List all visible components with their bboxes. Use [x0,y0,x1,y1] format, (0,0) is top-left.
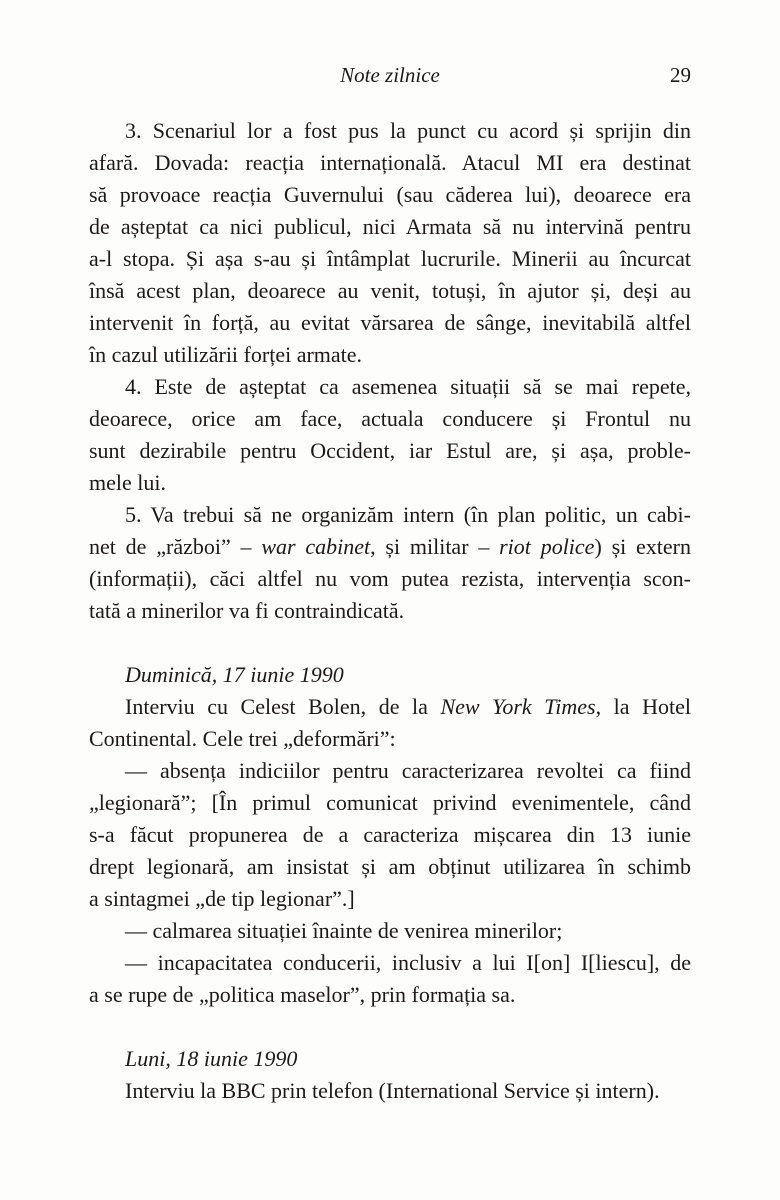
text-segment: mele lui. [89,470,166,495]
page-body [89,115,691,1107]
text-line [89,147,691,179]
text-line [89,435,691,467]
text-line [89,819,691,851]
text-segment: , la Hotel [595,694,691,719]
paragraph [89,947,691,1011]
date-heading [89,1043,691,1075]
text-line [89,851,691,883]
text-line [89,787,691,819]
page-number: 29 [670,63,691,87]
text-segment: intervenit în forță, au evitat vărsarea de sânge, inevitabilă altfel [89,310,691,335]
text-segment: Interviu la BBC prin telefon (International Service și intern). [125,1078,660,1103]
text-segment: — incapacitatea conducerii, inclusiv a lui I[on] I[liescu], de [125,950,691,975]
text-segment: sunt dezirabile pentru Occident, iar Estul are, și așa, proble- [89,438,691,463]
text-segment: 4. Este de așteptat ca asemenea situații să se mai repete, [125,374,691,399]
text-segment: în cazul utilizării forței armate. [89,342,363,367]
text-line [89,307,691,339]
italic-text: riot police [499,534,595,559]
text-line [89,723,691,755]
italic-text: war cabinet [261,534,371,559]
text-line [89,211,691,243]
text-segment: ) și extern [594,534,692,559]
text-line [89,115,691,147]
text-line [89,915,691,947]
text-segment: Interviu cu Celest Bolen, de la [125,694,441,719]
text-segment: însă acest plan, deoarece au venit, totuși, în ajutor și, deși au [89,278,691,303]
text-line [89,883,691,915]
paragraph [89,755,691,915]
text-line [89,947,691,979]
text-line [89,979,691,1011]
text-line [89,595,691,627]
text-segment: 5. Va trebui să ne organizăm intern (în plan politic, un cabi- [125,502,691,527]
text-segment: tată a minerilor va fi contraindicată. [89,598,405,623]
paragraph [89,1075,691,1107]
text-line [89,467,691,499]
text-segment: de așteptat ca nici publicul, nici Armata să nu intervină pentru [89,214,691,239]
text-segment: a se rupe de „politica maselor”, prin formația sa. [89,982,516,1007]
paragraph [89,691,691,755]
text-segment: s-a făcut propunerea de a caracteriza mișcarea din 13 iunie [89,822,691,847]
text-segment: Continental. Cele trei „deformări”: [89,726,396,751]
text-line [89,179,691,211]
text-line [89,531,691,563]
italic-text: New York Times [440,694,596,719]
text-line [89,691,691,723]
running-head [89,60,691,90]
text-line [89,339,691,371]
text-line [89,755,691,787]
text-line [89,659,691,691]
text-segment: „legionară”; [În primul comunicat privind evenimentele, când [89,790,691,815]
text-segment: a-l stopa. Și așa s-au și întâmplat lucrurile. Minerii au încurcat [89,246,691,271]
text-segment: net de „război” – [89,534,262,559]
text-line [89,371,691,403]
paragraph [89,115,691,371]
text-segment: 3. Scenariul lor a fost pus la punct cu acord și sprijin din [125,118,691,143]
running-title: Note zilnice [340,63,440,87]
text-segment: drept legionară, am insistat și am obținut utilizarea în schimb [89,854,691,879]
text-line [89,243,691,275]
text-segment: (informații), căci altfel nu vom putea rezista, intervenția scon- [89,566,691,591]
text-segment: — calmarea situației înainte de venirea minerilor; [125,918,563,943]
text-segment: afară. Dovada: reacția internațională. Atacul MI era destinat [89,150,691,175]
text-line [89,275,691,307]
paragraph [89,371,691,499]
text-line [89,499,691,531]
text-segment: a sintagmei „de tip legionar”.] [89,886,355,911]
date-heading [89,659,691,691]
italic-text: Luni, 18 iunie 1990 [125,1046,298,1071]
text-segment: , și militar – [370,534,500,559]
text-segment: — absența indiciilor pentru caracterizarea revoltei ca fiind [125,758,691,783]
text-line [89,403,691,435]
text-segment: deoarece, orice am face, actuala conducere și Frontul nu [89,406,691,431]
italic-text: Duminică, 17 iunie 1990 [125,662,344,687]
text-line [89,1043,691,1075]
paragraph [89,499,691,627]
text-line [89,1075,691,1107]
paragraph [89,915,691,947]
text-line [89,563,691,595]
text-segment: să provoace reacția Guvernului (sau căderea lui), deoarece era [89,182,691,207]
